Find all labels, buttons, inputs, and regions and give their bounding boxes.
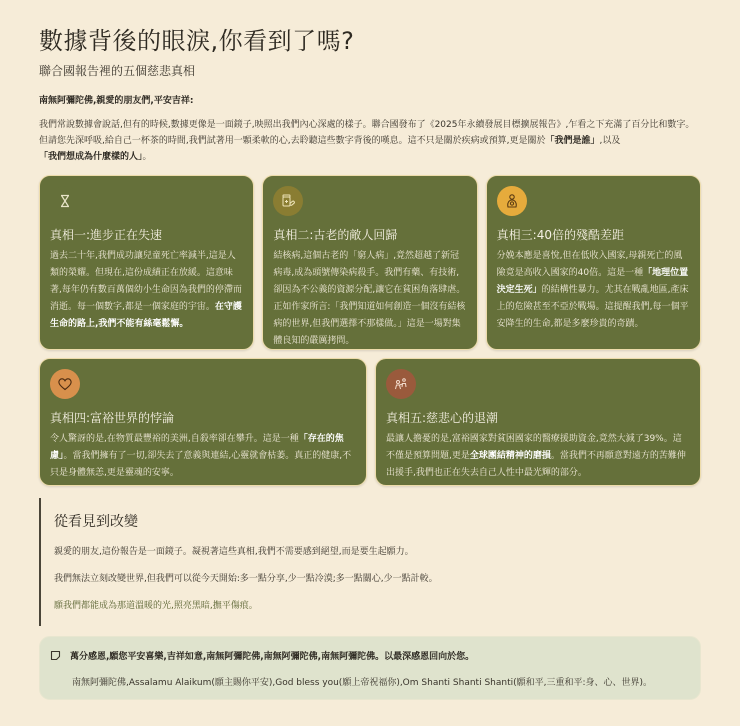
hourglass-icon (58, 194, 72, 208)
card-body: 結核病,這個古老的「窮人病」,竟然超越了新冠病毒,成為頭號傳染病殺手。我們有藥、有技術,卻因為不公義的資源分配,讓它在貧困角落肆虐。正如作家所言:「我們知道如何創造一個沒有結核病的世界,但我們選擇不那樣做。」這是一場對集體良知的嚴厲拷問。 (273, 251, 466, 346)
icon-badge (273, 186, 303, 216)
icon-badge (497, 186, 527, 216)
mother-baby-icon (505, 193, 519, 209)
greeting: 南無阿彌陀佛,親愛的朋友們,平安吉祥: (39, 96, 194, 106)
change-paragraph-1: 親愛的朋友,這份報告是一面鏡子。凝視著這些真相,我們不需要感到絕望,而是要生起願力。 (54, 547, 414, 557)
card-title: 真相三:40倍的殘酷差距 (496, 228, 624, 242)
icon-badge (386, 369, 416, 399)
card-body: 分娩本應是喜悅,但在低收入國家,母親死亡的風險竟是高收入國家的40倍。這是一種「地理位置決定生死」的結構性暴力。尤其在戰亂地區,產床上的危險甚至不亞於戰場。這提醒我們,每一個平安降生的生命,都是多麼珍貴的奇蹟。 (496, 251, 689, 329)
medicine-icon (280, 193, 296, 209)
intro-paragraph (39, 117, 701, 165)
heart-icon (57, 377, 73, 391)
intro-emphasis-who: 「我們是誰」 (545, 136, 600, 146)
intro-text: ,以及 (599, 136, 621, 146)
card-body: 最讓人擔憂的是,富裕國家對貧困國家的醫療援助資金,竟然大減了39%。這不僅是預算問題,更是全球團結精神的磨損。當我們不再願意對遠方的苦難伸出援手,我們也正在失去自己人性中最光輝的部分。 (386, 434, 686, 478)
closing-box (39, 636, 701, 700)
truth-card-3 (486, 175, 701, 350)
truth-cards-row-1 (39, 175, 701, 350)
change-paragraph-3: 願我們都能成為那道溫暖的光,照亮黑暗,撫平傷痕。 (54, 601, 258, 611)
truth-card-2 (262, 175, 477, 350)
truth-cards-row-2 (39, 358, 701, 486)
note-icon (50, 650, 61, 661)
card-title: 真相二:古老的敵人回歸 (273, 228, 398, 242)
change-paragraph-2: 我們無法立刻改變世界,但我們可以從今天開始:多一點分享,少一點冷漠;多一點關心,少一點計較。 (54, 574, 438, 584)
intro-text: 。 (142, 152, 152, 162)
icon-badge (50, 369, 80, 399)
truth-card-1 (39, 175, 254, 350)
card-body: 令人驚訝的是,在物質最豐裕的美洲,自殺率卻在攀升。這是一種「存在的焦慮」。當我們擁有了一切,卻失去了意義與連結,心靈就會枯萎。真正的健康,不只是身體無恙,更是靈魂的安寧。 (50, 434, 352, 478)
card-title: 真相五:慈悲心的退潮 (386, 411, 499, 425)
page-subtitle: 聯合國報告裡的五個慈悲真相 (39, 64, 196, 78)
icon-badge (50, 186, 80, 216)
card-title: 真相一:進步正在失速 (50, 228, 163, 242)
page-title: 數據背後的眼淚,你看到了嗎? (39, 27, 355, 55)
section-title: 從看見到改變 (54, 514, 138, 530)
closing-blessing (50, 649, 686, 662)
intro-text: 我們常說數據會說話,但有的時候,數據更像是一面鏡子,映照出我們內心深處的樣子。聯合國發布了《2025年永續發展目標擴展報告》,乍看之下充滿了百分比和數字。但請您先深呼吸,給自己一杯茶的時間,我們試著用一顆柔軟的心,去聆聽這些數字背後的嘆息。這不只是關於疾病或預算,更是關於 (39, 120, 695, 146)
card-body: 過去二十年,我們成功讓兒童死亡率減半,這是人類的榮耀。但現在,這份成績正在放緩。這意味著,每年仍有數百萬個幼小生命因為我們的停滯而消逝。每一個數字,都是一個家庭的宇宙。在守護生命的路上,我們不能有絲毫鬆懈。 (50, 251, 242, 329)
closing-line-1: 萬分感恩,願您平安喜樂,吉祥如意,南無阿彌陀佛,南無阿彌陀佛,南無阿彌陀佛。以最深感恩回向於您。 (70, 652, 475, 662)
intro-emphasis-become: 「我們想成為什麼樣的人」 (39, 152, 143, 162)
truth-card-4 (39, 358, 367, 486)
helping-hands-icon (393, 376, 409, 392)
card-title: 真相四:富裕世界的悖論 (50, 411, 175, 425)
truth-card-5 (375, 358, 701, 486)
change-section (39, 498, 701, 626)
closing-line-2: 南無阿彌陀佛,Assalamu Alaikum(願主賜你平安),God bless you(願上帝祝福你),Om Shanti Shanti Shanti(願和平,三重和平:身、心、世界)。 (72, 678, 653, 688)
